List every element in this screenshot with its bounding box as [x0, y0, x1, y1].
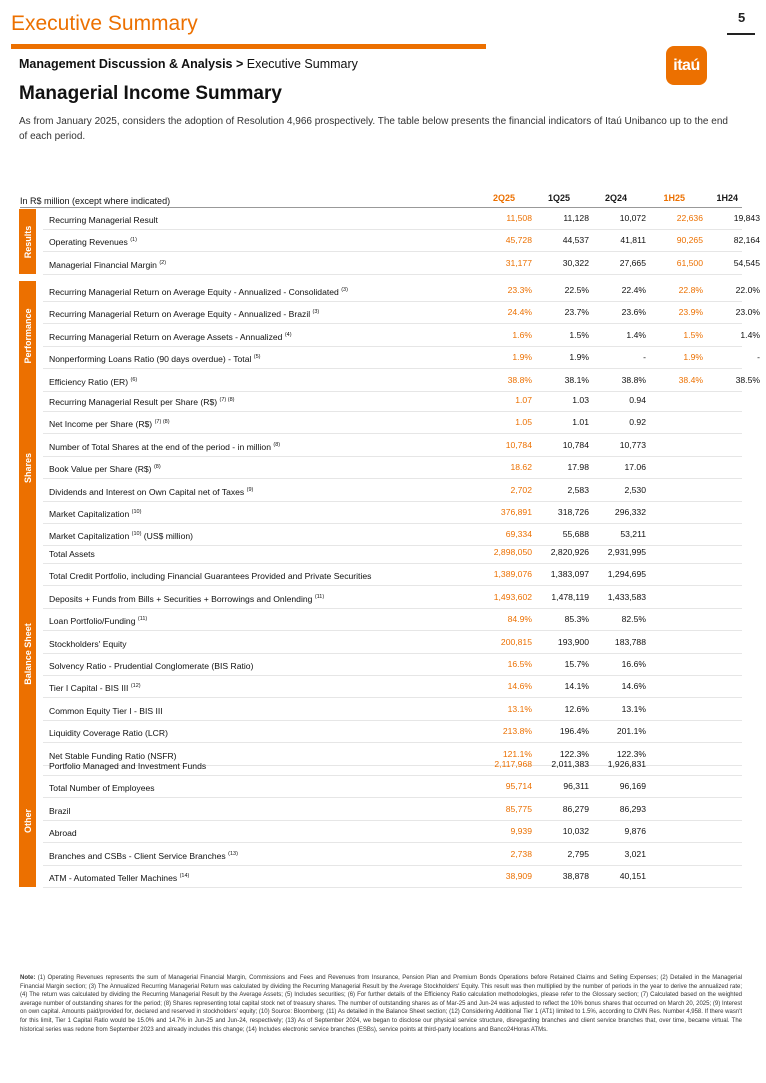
table-cell: 2,583 — [567, 484, 589, 495]
row-footnote-ref: (3) — [312, 309, 320, 316]
table-cell: 96,169 — [619, 781, 646, 792]
row-label — [49, 487, 253, 497]
row-label — [49, 761, 206, 771]
table-cell: 82.5% — [621, 614, 646, 625]
table-cell: 1.9% — [512, 352, 532, 363]
row-label — [49, 309, 319, 319]
row-label-text: Loan Portfolio/Funding — [49, 616, 136, 627]
table-row — [43, 654, 742, 676]
row-label-text: ATM - Automated Teller Machines — [49, 873, 178, 883]
table-row — [43, 542, 742, 564]
row-label — [49, 783, 155, 793]
table-cell: 1.05 — [515, 417, 532, 428]
breadcrumb-page: Executive Summary — [246, 57, 358, 71]
table-cell: - — [757, 352, 760, 363]
table-cell: 2,011,383 — [551, 759, 589, 769]
table-cell: 17.06 — [624, 462, 646, 473]
table-cell: 61,500 — [676, 257, 703, 268]
table-cell: 17.98 — [567, 462, 589, 473]
page-number: 5 — [738, 10, 746, 25]
row-label-text: Liquidity Coverage Ratio (LCR) — [49, 728, 168, 739]
row-label-text: Recurring Managerial Result per Share (R$) — [49, 397, 218, 407]
table-cell: 2,530 — [624, 484, 646, 495]
table-row — [43, 632, 742, 654]
table-cell: 1.01 — [572, 417, 589, 428]
table-cell: 1,433,583 — [607, 591, 646, 602]
row-label — [49, 806, 71, 816]
table-cell: 41,811 — [620, 235, 646, 246]
table-cell: - — [643, 352, 646, 363]
table-cell: 15.7% — [564, 659, 589, 669]
row-label-text: Operating Revenues — [49, 237, 128, 248]
table-cell: 38.4% — [678, 374, 703, 385]
footnote-lead: Note: — [20, 975, 36, 981]
table-cell: 122.3% — [616, 748, 646, 759]
row-footnote-ref: (4) — [284, 331, 292, 338]
table-row — [43, 844, 742, 866]
table-cell: 376,891 — [500, 507, 532, 517]
table-cell: 1.4% — [740, 329, 760, 340]
table-row — [43, 390, 742, 412]
table-cell: 82,164 — [733, 235, 760, 246]
row-label — [49, 531, 193, 541]
row-footnote-ref: (11) — [137, 616, 148, 623]
table-row — [43, 609, 742, 631]
table-cell: 10,072 — [619, 213, 646, 223]
row-footnote-ref: (13) — [228, 850, 238, 857]
table-cell: 10,773 — [619, 439, 646, 450]
column-header: 2Q25 — [492, 193, 515, 203]
table-cell: 96,311 — [563, 781, 589, 792]
table-row — [43, 208, 760, 230]
row-label — [49, 237, 137, 247]
table-cell: 14.1% — [564, 681, 589, 692]
row-label-text: Managerial Financial Margin — [49, 259, 157, 270]
row-label — [49, 873, 189, 883]
row-footnote-ref: (9) — [246, 486, 254, 493]
section-tab — [19, 391, 36, 546]
section-tab — [19, 755, 36, 887]
table-row — [43, 280, 760, 302]
table-cell: 84.9% — [507, 614, 532, 625]
row-label — [49, 260, 166, 270]
table-cell: 31,177 — [505, 257, 532, 268]
row-footnote-ref: (5) — [253, 354, 261, 361]
table-cell: 1,926,831 — [607, 759, 646, 769]
table-cell: 9,939 — [510, 826, 532, 837]
row-footnote-ref: (12) — [130, 683, 141, 690]
table-row — [43, 230, 760, 252]
table-cell: 86,279 — [562, 803, 589, 814]
table-row — [43, 799, 742, 821]
row-label — [49, 442, 280, 452]
table-cell: 23.6% — [621, 307, 646, 318]
table-cell: 55,688 — [562, 529, 589, 540]
table-cell: 27,665 — [619, 257, 646, 268]
breadcrumb — [19, 57, 358, 71]
table-row — [43, 502, 742, 524]
footnote-text: (1) Operating Revenues represents the sum of Managerial Financial Margin, Commissions and Fees and Revenues from Insurance, Pension Plan and Premium Bonds Operations before Retained Claims and Selling Expenses; (2) Detailed in the Managerial Financial Margin section; (3) The Annualized Recurring Managerial Return was calculated by dividing the Recurring Managerial Result by the Average Stockholders' Equity. This result was then multiplied by the number of periods in the year to derive the annualized rate; (4) The return was calculated by dividing the Recurring Managerial Result by the Average Assets; (5) Includes securities; (6) For further details of the Efficiency Ratio calculation methodologies, please refer to the Glossary section; (7) Calculated based on the weighted average number of outstanding shares for the period; (8) Shares representing total capital stock net of treasury shares. The number of outstanding shares as of Mar-25 and Jun-24 was adjusted to reflect the 10% bonus shares that occurred on March 20, 2025; (9) Interest on own capital. Amounts paid/provided for, declared and reserved in stockholders' equity; (10) Source: Bloomberg; (11) As detailed in the Balance Sheet section; (12) Considering Additional Tier 1 (AT1) limited to 1.5%, according to CMN Res. Number 4,958. If there wasn't for this limit, Tier 1 Capital Ratio would be 15.0% and 14.7% in Jun-25 and Jun-24, respectively; (13) As of September 2024, we began to disclose our physical service structure, disregarding branches and client service branches that, over time, became virtual. The historical series was redone from September 2023 and already includes this change; (14) Includes electronic service branches (ESBs), service points at third-party locations and Banco24Horas ATMs. — [20, 975, 742, 1033]
table-cell: 1,389,076 — [493, 569, 532, 580]
table-row — [43, 457, 742, 479]
table-cell: 22.4% — [621, 285, 646, 295]
table-cell: 95,714 — [505, 781, 532, 792]
row-label — [49, 594, 324, 604]
table-cell: 318,726 — [557, 507, 589, 517]
row-label-text: Branches and CSBs - Client Service Branches — [49, 850, 226, 861]
itau-logo: itaú — [666, 46, 707, 85]
table-cell: 23.3% — [507, 285, 532, 295]
table-row — [43, 754, 742, 776]
section-tab-label: Other — [22, 809, 33, 834]
table-cell: 30,322 — [562, 257, 589, 268]
column-header: 2Q24 — [604, 193, 627, 203]
breadcrumb-section: Management Discussion & Analysis > — [19, 57, 244, 71]
row-footnote-ref: (8) — [273, 441, 281, 448]
section-tab — [19, 209, 36, 274]
row-label — [49, 828, 77, 838]
table-cell: 38.1% — [564, 374, 589, 385]
table-cell: 38,878 — [562, 871, 589, 881]
table-cell: 1,383,097 — [550, 569, 589, 580]
row-label-text: Market Capitalization — [49, 531, 130, 542]
table-cell: 38,909 — [505, 871, 532, 881]
row-label — [49, 509, 141, 519]
page-number-rule — [727, 33, 755, 35]
table-cell: 1.5% — [569, 329, 589, 340]
table-row — [43, 253, 760, 275]
table-cell: 23.7% — [564, 307, 589, 318]
table-cell: 14.6% — [507, 681, 532, 692]
table-cell: 22,636 — [676, 213, 703, 223]
table-row — [43, 370, 760, 392]
intro-paragraph: As from January 2025, considers the adoption of Resolution 4,966 prospectively. The table below presents the financial indicators of Itaú Unibanco up to the end of each period. — [19, 116, 728, 142]
table-cell: 2,931,995 — [607, 547, 646, 557]
table-cell: 1,294,695 — [607, 569, 646, 580]
row-footnote-ref: (1) — [130, 237, 137, 244]
table-cell: 2,898,050 — [493, 547, 532, 557]
row-label — [49, 851, 238, 861]
row-footnote-ref: (6) — [130, 376, 138, 383]
row-label-text: Number of Total Shares at the end of the period - in million — [49, 441, 271, 452]
row-label — [49, 464, 161, 474]
row-label-text: Stockholders' Equity — [49, 638, 127, 649]
table-cell: 53,211 — [620, 529, 646, 540]
table-row — [43, 325, 760, 347]
table-cell: 1,478,119 — [551, 591, 589, 602]
section-tab — [19, 543, 36, 765]
section-tab-label: Performance — [22, 308, 33, 364]
table-cell: 1,493,602 — [493, 591, 532, 602]
table-row — [43, 821, 742, 843]
table-row — [43, 587, 742, 609]
table-cell: 38.5% — [735, 374, 760, 385]
row-label — [49, 215, 158, 225]
row-label — [49, 639, 127, 649]
table-cell: 54,545 — [733, 257, 760, 268]
title-underline — [11, 44, 486, 49]
table-cell: 193,900 — [557, 636, 589, 647]
table-cell: 22.0% — [735, 285, 760, 295]
table-cell: 1.4% — [626, 329, 646, 340]
table-cell: 44,537 — [562, 235, 589, 246]
row-label — [49, 397, 235, 407]
row-label-text: Deposits + Funds from Bills + Securities + Borrowings and Onlending — [49, 593, 313, 604]
table-cell: 22.8% — [678, 285, 703, 295]
row-footnote-ref: (8) — [153, 464, 161, 471]
table-cell: 85.3% — [564, 614, 589, 625]
row-label — [49, 706, 163, 716]
row-label-text: Net Stable Funding Ratio (NSFR) — [49, 750, 177, 761]
row-label — [49, 332, 292, 342]
row-label-text: Recurring Managerial Return on Average Equity - Annualized - Consolidated — [49, 287, 339, 297]
row-label — [49, 683, 141, 693]
table-cell: 14.6% — [621, 681, 646, 692]
table-row — [43, 699, 742, 721]
table-cell: 69,334 — [505, 529, 532, 540]
row-label-text: Common Equity Tier I - BIS III — [49, 705, 163, 716]
table-cell: 38.8% — [507, 374, 532, 385]
table-cell: 1.5% — [683, 329, 703, 340]
table-cell: 18.62 — [510, 462, 532, 473]
table-cell: 10,032 — [562, 826, 589, 837]
row-footnote-ref: (10) — [131, 509, 142, 516]
row-footnote-ref: (14) — [179, 873, 190, 880]
table-cell: 86,293 — [619, 803, 646, 814]
table-row — [43, 302, 760, 324]
table-cell: 16.6% — [621, 659, 646, 669]
row-label — [49, 549, 95, 559]
table-cell: 10,784 — [505, 439, 532, 450]
table-cell: 201.1% — [616, 726, 646, 737]
section-tab-label: Results — [22, 225, 33, 258]
table-row — [43, 480, 742, 502]
table-cell: 1.07 — [515, 395, 532, 405]
section-tab-label: Balance Sheet — [22, 623, 33, 685]
row-footnote-ref: (10) — [131, 531, 142, 538]
row-label — [49, 616, 147, 626]
column-header: 1H24 — [716, 193, 738, 203]
table-cell: 296,332 — [614, 507, 646, 517]
row-label-text: Net Income per Share (R$) — [49, 419, 153, 430]
row-label-text: Abroad — [49, 828, 77, 839]
row-footnote-ref: (2) — [159, 259, 167, 266]
row-label-text: Market Capitalization — [49, 509, 130, 519]
table-cell: 13.1% — [621, 703, 646, 714]
table-cell: 23.0% — [735, 307, 760, 318]
table-cell: 2,702 — [510, 484, 532, 495]
section-heading: Managerial Income Summary — [19, 83, 282, 104]
table-cell: 24.4% — [507, 307, 532, 318]
table-cell: 40,151 — [619, 871, 646, 881]
table-cell: 213.8% — [502, 726, 532, 737]
unit-label: In R$ million (except where indicated) — [20, 196, 171, 206]
table-cell: 13.1% — [507, 703, 532, 714]
table-row — [43, 776, 742, 798]
row-label-text: Solvency Ratio - Prudential Conglomerate (BIS Ratio) — [49, 661, 254, 671]
column-header: 1Q25 — [547, 193, 570, 203]
table-cell: 2,117,968 — [494, 759, 532, 769]
table-row — [43, 721, 742, 743]
table-cell: 200,815 — [500, 636, 532, 647]
row-footnote-ref: (7) (8) — [219, 397, 235, 404]
row-label-text: Dividends and Interest on Own Capital net of Taxes — [49, 486, 245, 497]
row-label-text: Nonperforming Loans Ratio (90 days overdue) - Total — [49, 354, 252, 365]
page-title: Executive Summary — [11, 12, 198, 35]
row-label-text: Total Number of Employees — [49, 783, 155, 794]
table-cell: 45,728 — [505, 235, 532, 246]
row-label-text: Book Value per Share (R$) — [49, 464, 152, 475]
table-cell: 22.5% — [564, 285, 589, 295]
row-footnote-ref: (7) (8) — [154, 419, 170, 426]
table-cell: 1.03 — [572, 395, 589, 405]
row-label-text: Total Credit Portfolio, including Financial Guarantees Provided and Private Securities — [49, 571, 372, 582]
table-cell: 0.92 — [629, 417, 646, 428]
section-tab — [19, 281, 36, 391]
table-row — [43, 412, 742, 434]
table-cell: 1.9% — [569, 352, 589, 363]
table-cell: 90,265 — [676, 235, 703, 246]
table-cell: 85,775 — [505, 803, 532, 814]
row-footnote-ref: (3) — [341, 287, 348, 294]
table-cell: 9,876 — [624, 826, 646, 837]
row-label-text: Brazil — [49, 805, 71, 816]
table-cell: 3,021 — [624, 848, 646, 859]
table-cell: 2,820,926 — [550, 547, 589, 557]
row-label-text: Recurring Managerial Return on Average Assets - Annualized — [49, 331, 283, 342]
table-cell: 19,843 — [733, 213, 760, 223]
table-row — [43, 676, 742, 698]
row-label — [49, 728, 168, 738]
table-cell: 2,795 — [567, 848, 589, 859]
row-label-text: Efficiency Ratio (ER) — [49, 376, 129, 387]
row-footnote-ref: (11) — [314, 593, 325, 600]
row-label — [49, 661, 253, 671]
table-cell: 12.6% — [564, 703, 589, 714]
table-cell: 1.6% — [512, 329, 532, 340]
table-cell: 1.9% — [683, 352, 703, 363]
table-cell: 0.94 — [629, 395, 646, 405]
table-cell: 196.4% — [559, 726, 589, 737]
table-cell: 38.8% — [621, 374, 646, 385]
table-cell: 16.5% — [507, 659, 532, 669]
row-label-suffix: (US$ million) — [141, 531, 193, 542]
table-row — [43, 435, 742, 457]
section-tab-label: Shares — [22, 453, 33, 484]
row-label-text: Tier I Capital - BIS III — [49, 683, 129, 694]
table-cell: 183,788 — [614, 636, 646, 647]
row-label — [49, 571, 371, 581]
row-label — [49, 377, 137, 387]
row-label — [49, 287, 348, 297]
table-row — [43, 347, 760, 369]
table-row — [43, 866, 742, 888]
row-label-text: Total Assets — [49, 549, 95, 559]
table-cell: 2,738 — [510, 848, 532, 859]
table-cell: 11,508 — [506, 213, 532, 223]
row-label-text: Recurring Managerial Result — [49, 215, 158, 225]
table-cell: 121.1% — [502, 748, 532, 759]
row-label-text: Recurring Managerial Return on Average Equity - Annualized - Brazil — [49, 309, 311, 320]
row-label — [49, 419, 170, 429]
table-cell: 23.9% — [678, 307, 703, 318]
table-row — [43, 564, 742, 586]
row-label-text: Portfolio Managed and Investment Funds — [49, 761, 207, 771]
table-cell: 122.3% — [559, 748, 589, 759]
footnote — [20, 974, 742, 1034]
table-cell: 10,784 — [562, 439, 589, 450]
table-cell: 11,128 — [563, 213, 589, 223]
column-header: 1H25 — [663, 193, 685, 203]
row-label — [49, 354, 261, 364]
